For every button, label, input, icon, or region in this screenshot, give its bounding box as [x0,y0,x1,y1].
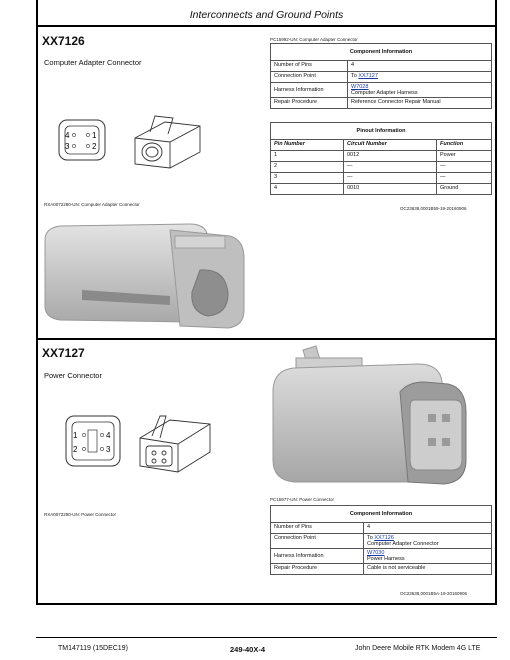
pin-label: 4 [65,131,70,140]
footer-doc-id: TM147119 (15DEC19) [58,645,128,652]
table-heading: Component Information [271,506,492,523]
pin-label: 3 [65,142,70,151]
image-caption: RXA0072290-UN: Power Connector [44,512,117,517]
reference-code: OC23638,0001B59-19-20160906 [400,206,467,211]
header-rule [36,25,497,27]
table-row: Number of Pins 4 [271,61,492,72]
pin-label: 4 [106,431,111,440]
table-row: Number of Pins 4 [271,523,492,534]
table-row: 3 — — [271,173,492,184]
component-info-table [270,43,492,109]
pinout-info-table [270,122,492,195]
footer-product-name: John Deere Mobile RTK Modem 4G LTE [355,645,481,652]
table-heading: Pinout Information [271,123,492,140]
connector-photo [40,210,250,335]
pin-label: 3 [106,445,111,454]
connection-link[interactable]: XX7126 [374,535,394,541]
table-row: Repair Procedure Cable is not serviceable [271,564,492,575]
section-title: XX7127 [42,346,85,360]
column-header: Circuit Number [344,140,437,151]
page-border-left [36,0,38,605]
page-header: Interconnects and Ground Points [189,9,344,21]
connector-line-drawing [60,408,220,480]
section-subtitle: Computer Adapter Connector [44,58,142,67]
harness-link[interactable]: W7030 [367,550,385,556]
section-title: XX7126 [42,34,85,48]
table-row: 2 — — [271,162,492,173]
section-subtitle: Power Connector [44,371,102,380]
column-header: Function [437,140,492,151]
harness-link[interactable]: W7028 [351,84,369,90]
section-divider [36,338,497,340]
footer-page-number: 249-40X-4 [230,645,266,654]
component-info-table [270,505,492,575]
pin-label: 1 [73,431,78,440]
pin-label: 2 [73,445,78,454]
table-row: Harness Information W7028 Computer Adapter Harness [271,83,492,98]
table-heading: Component Information [271,44,492,61]
table-row: Connection Point To XX7126 Computer Adapter Connector [271,534,492,549]
table-row: 4 0010 Ground [271,184,492,195]
reference-code: OC23638,0001B5A-19-20160906 [400,591,468,596]
pin-label: 2 [92,142,97,151]
image-caption: RXA0072280-UN: Computer Adapter Connector [44,202,140,207]
connector-photo [268,342,478,492]
table-row: Repair Procedure Reference Connector Repair Manual [271,98,492,109]
footer-rule [36,637,497,638]
pin-label: 1 [92,131,97,140]
page-border-right [495,0,497,605]
table-caption: PC15977-UN: Power Connector [270,497,335,502]
column-header: Pin Number [271,140,344,151]
table-row: Connection Point To XX7127 [271,72,492,83]
section-divider [36,603,497,605]
table-row: Harness Information W7030 Power Harness [271,549,492,564]
connector-line-drawing [55,110,215,180]
connection-link[interactable]: XX7127 [358,73,378,79]
table-caption: PC15992-UN: Computer Adapter Connector [270,37,358,42]
table-row: 1 0012 Power [271,151,492,162]
